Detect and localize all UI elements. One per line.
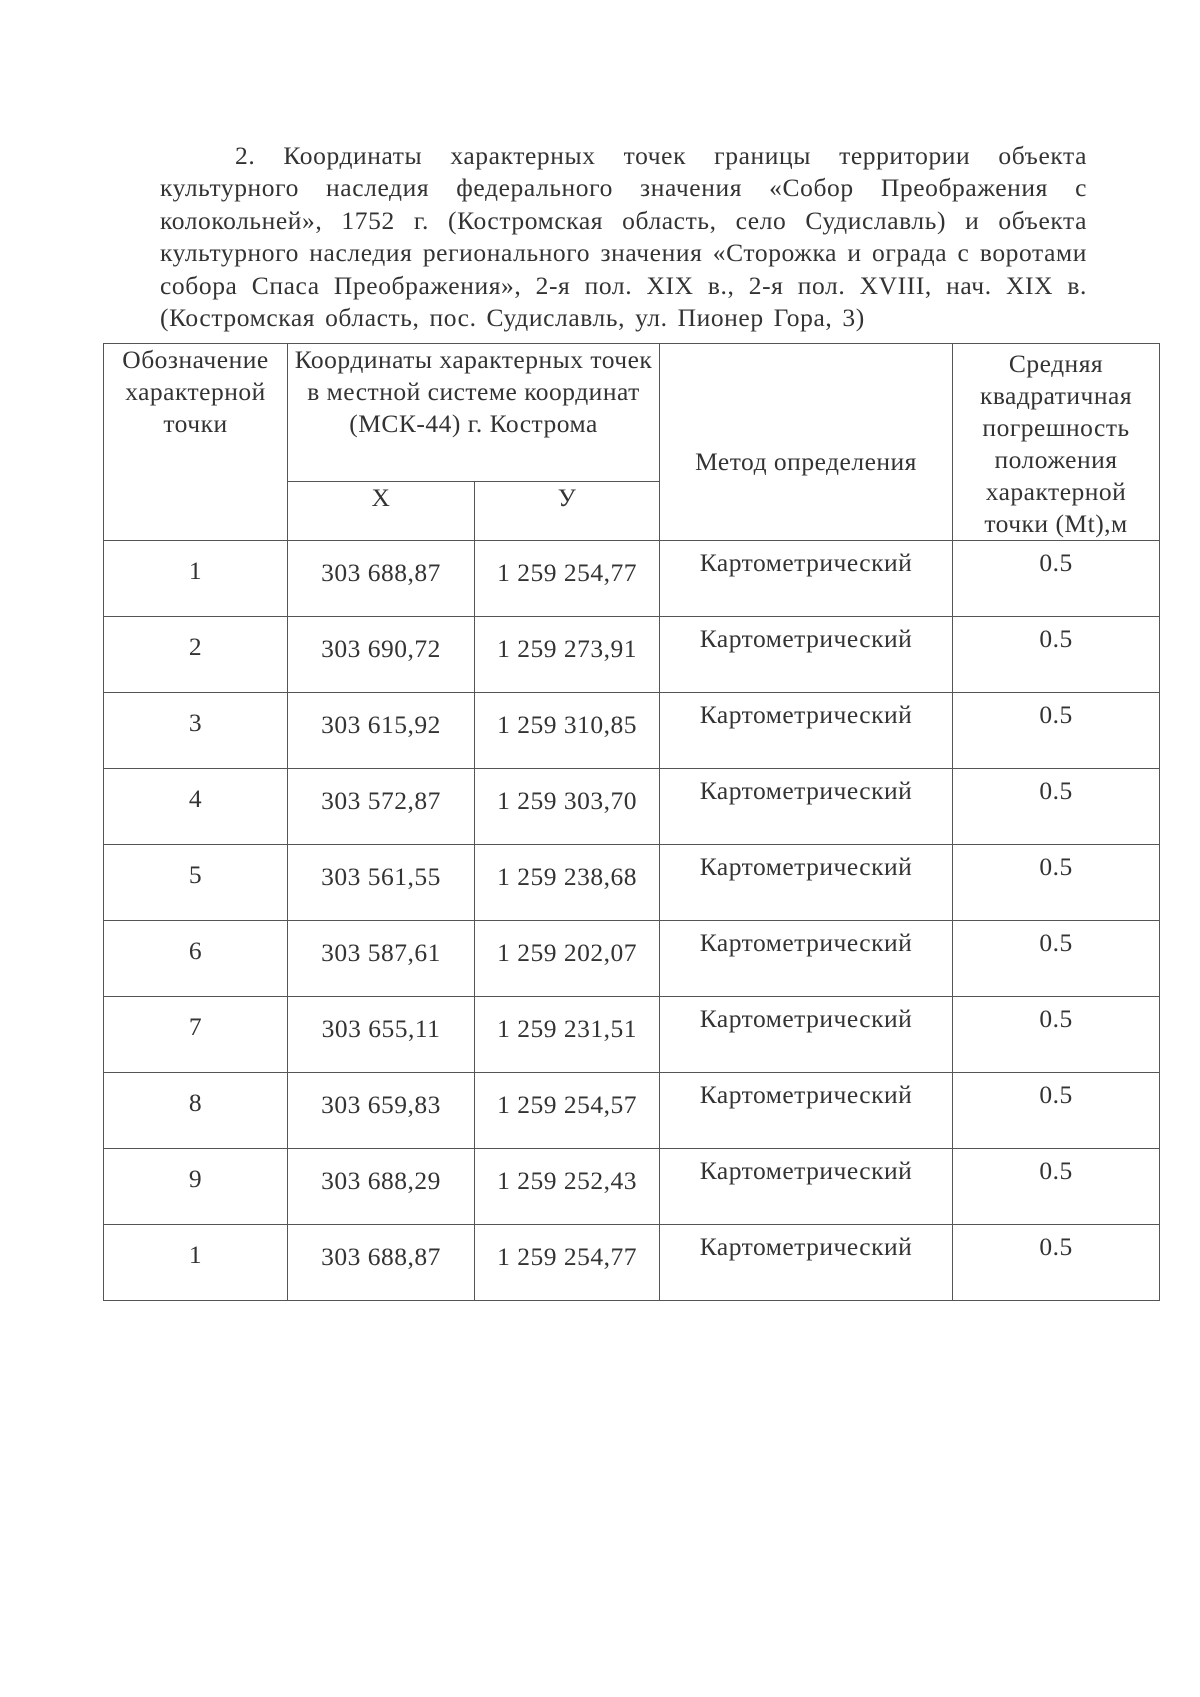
header-y: У bbox=[475, 482, 660, 541]
mean-square-error: 0.5 bbox=[953, 617, 1160, 693]
mean-square-error: 0.5 bbox=[953, 921, 1160, 997]
determination-method: Картометрический bbox=[660, 997, 953, 1073]
determination-method: Картометрический bbox=[660, 1149, 953, 1225]
mean-square-error: 0.5 bbox=[953, 997, 1160, 1073]
y-coordinate: 1 259 238,68 bbox=[475, 845, 660, 921]
mean-square-error: 0.5 bbox=[953, 1149, 1160, 1225]
x-coordinate: 303 572,87 bbox=[288, 769, 475, 845]
header-mean-square-error: Средняя квадратичная погрешность положения характерной точки (Mt),м bbox=[953, 344, 1160, 541]
table-row bbox=[104, 541, 1160, 617]
point-number: 9 bbox=[104, 1149, 288, 1225]
point-number: 1 bbox=[104, 541, 288, 617]
table-row bbox=[104, 1073, 1160, 1149]
y-coordinate: 1 259 231,51 bbox=[475, 997, 660, 1073]
y-coordinate: 1 259 254,57 bbox=[475, 1073, 660, 1149]
x-coordinate: 303 690,72 bbox=[288, 617, 475, 693]
x-coordinate: 303 688,87 bbox=[288, 1225, 475, 1301]
coordinates-table bbox=[103, 343, 1160, 1301]
determination-method: Картометрический bbox=[660, 769, 953, 845]
table-row bbox=[104, 1225, 1160, 1301]
y-coordinate: 1 259 273,91 bbox=[475, 617, 660, 693]
determination-method: Картометрический bbox=[660, 1225, 953, 1301]
x-coordinate: 303 659,83 bbox=[288, 1073, 475, 1149]
point-number: 2 bbox=[104, 617, 288, 693]
determination-method: Картометрический bbox=[660, 845, 953, 921]
point-number: 1 bbox=[104, 1225, 288, 1301]
table-row bbox=[104, 1149, 1160, 1225]
x-coordinate: 303 655,11 bbox=[288, 997, 475, 1073]
x-coordinate: 303 587,61 bbox=[288, 921, 475, 997]
header-x: X bbox=[288, 482, 475, 541]
point-number: 5 bbox=[104, 845, 288, 921]
determination-method: Картометрический bbox=[660, 921, 953, 997]
header-method: Метод определения bbox=[660, 344, 953, 541]
mean-square-error: 0.5 bbox=[953, 1225, 1160, 1301]
y-coordinate: 1 259 254,77 bbox=[475, 541, 660, 617]
table-row bbox=[104, 921, 1160, 997]
x-coordinate: 303 688,87 bbox=[288, 541, 475, 617]
table-row bbox=[104, 769, 1160, 845]
table-row bbox=[104, 997, 1160, 1073]
table-body bbox=[104, 541, 1160, 1301]
section-heading: 2. Координаты характерных точек границы территории объекта культурного наследия федерального значения «Собор Преображения с колокольней», 1752 г. (Костромская область, село Судиславль) и объекта культурного наследия регионального значения «Сторожка и ограда с воротами собора Спаса Преображения», 2-я пол. XIX в., 2-я пол. XVIII, нач. XIX в. (Костромская область, пос. Судиславль, ул. Пионер Гора, 3) bbox=[160, 140, 1087, 332]
point-number: 3 bbox=[104, 693, 288, 769]
mean-square-error: 0.5 bbox=[953, 1073, 1160, 1149]
header-coordinates: Координаты характерных точек в местной системе координат (МСК-44) г. Кострома bbox=[288, 344, 660, 482]
y-coordinate: 1 259 303,70 bbox=[475, 769, 660, 845]
y-coordinate: 1 259 202,07 bbox=[475, 921, 660, 997]
x-coordinate: 303 688,29 bbox=[288, 1149, 475, 1225]
y-coordinate: 1 259 252,43 bbox=[475, 1149, 660, 1225]
mean-square-error: 0.5 bbox=[953, 541, 1160, 617]
determination-method: Картометрический bbox=[660, 617, 953, 693]
point-number: 8 bbox=[104, 1073, 288, 1149]
y-coordinate: 1 259 254,77 bbox=[475, 1225, 660, 1301]
point-number: 4 bbox=[104, 769, 288, 845]
x-coordinate: 303 615,92 bbox=[288, 693, 475, 769]
table-row bbox=[104, 693, 1160, 769]
mean-square-error: 0.5 bbox=[953, 769, 1160, 845]
table-row bbox=[104, 845, 1160, 921]
table-header bbox=[104, 344, 1160, 541]
determination-method: Картометрический bbox=[660, 1073, 953, 1149]
point-number: 7 bbox=[104, 997, 288, 1073]
header-point-designation: Обозначение характерной точки bbox=[104, 344, 288, 541]
y-coordinate: 1 259 310,85 bbox=[475, 693, 660, 769]
table-row bbox=[104, 617, 1160, 693]
mean-square-error: 0.5 bbox=[953, 693, 1160, 769]
point-number: 6 bbox=[104, 921, 288, 997]
determination-method: Картометрический bbox=[660, 693, 953, 769]
mean-square-error: 0.5 bbox=[953, 845, 1160, 921]
determination-method: Картометрический bbox=[660, 541, 953, 617]
x-coordinate: 303 561,55 bbox=[288, 845, 475, 921]
